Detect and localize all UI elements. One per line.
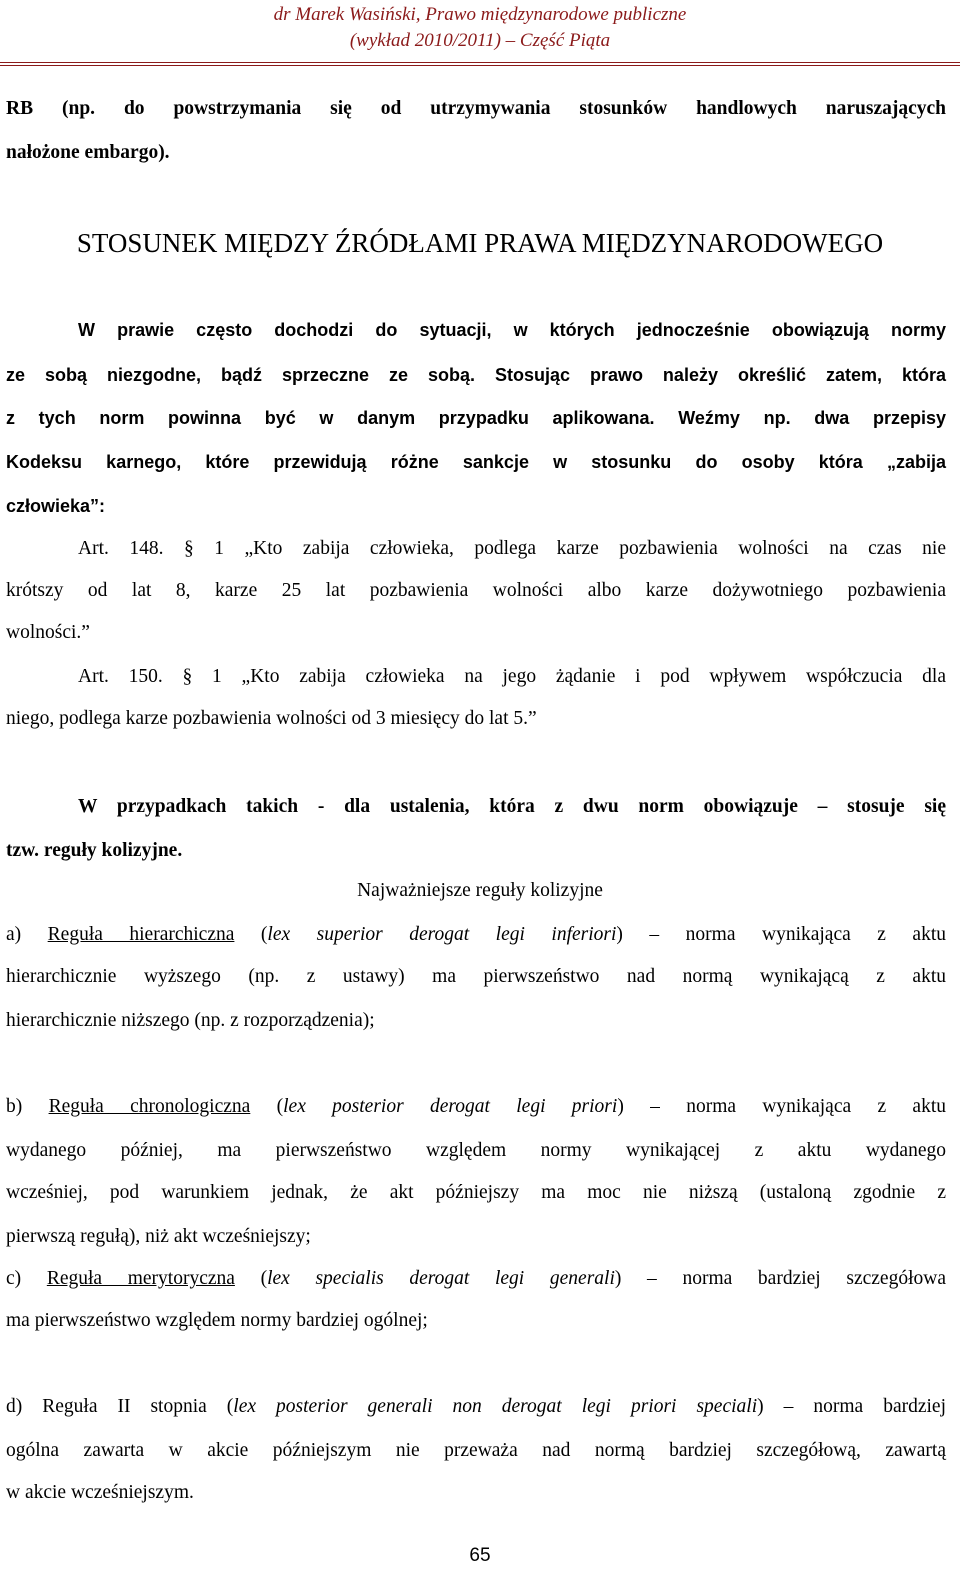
rule-b-close: ) – norma wynikająca z aktu [617, 1096, 946, 1117]
para2-line-2: tzw. reguły kolizyjne. [6, 840, 183, 861]
rule-a-prefix: a) [6, 924, 48, 945]
rule-b-open: ( [250, 1096, 284, 1117]
intro-line-1: RB (np. do powstrzymania się od utrzymywania stosunków handlowych naruszających [6, 98, 946, 119]
rule-c-open: ( [234, 1268, 268, 1289]
rule-a-latin: lex superior derogat legi inferiori [267, 924, 617, 945]
art148-line-1: Art. 148. § 1 „Kto zabija człowieka, podlega karze pozbawienia wolności na czas nie [78, 538, 946, 559]
rule-a-name: Reguła hierarchiczna [47, 924, 235, 945]
rule-b-latin: lex posterior derogat legi priori [283, 1096, 618, 1117]
rule-c-latin: lex specialis derogat legi generali [267, 1268, 615, 1289]
rule-b-prefix: b) [6, 1096, 49, 1117]
rule-d-prefix: d) Reguła II stopnia ( [6, 1396, 234, 1417]
rule-a-line-2: hierarchicznie wyższego (np. z ustawy) ma pierwszeństwo nad normą wynikającą z aktu [6, 966, 946, 987]
para1-line-1: W prawie często dochodzi do sytuacji, w których jednocześnie obowiązują normy [78, 320, 946, 340]
rule-b-line-4: pierwszą regułą), niż akt wcześniejszy; [6, 1226, 311, 1247]
rule-c-line-1 [6, 1268, 946, 1290]
para2-line-1: W przypadkach takich - dla ustalenia, która z dwu norm obowiązuje – stosuje się [78, 796, 946, 817]
rule-d-line-3: w akcie wcześniejszym. [6, 1482, 194, 1503]
rule-d-close: ) – norma bardziej [757, 1396, 946, 1417]
para1-line-4: Kodeksu karnego, które przewidują różne sankcje w stosunku do osoby która „zabija [6, 452, 946, 472]
rule-b-line-2: wydanego później, ma pierwszeństwo względem normy wynikającej z aktu wydanego [6, 1140, 946, 1161]
rule-c-close: ) – norma bardziej szczegółowa [614, 1268, 946, 1289]
rule-d-line-1 [6, 1396, 946, 1418]
rule-a-line-3: hierarchicznie niższego (np. z rozporządzenia); [6, 1010, 375, 1031]
rule-a-open: ( [234, 924, 268, 945]
art150-line-2: niego, podlega karze pozbawienia wolności od 3 miesięcy do lat 5.” [6, 708, 537, 729]
rules-heading: Najważniejsze reguły kolizyjne [357, 880, 603, 901]
para1-line-5: człowieka”: [6, 496, 106, 516]
rule-c-name: Reguła merytoryczna [46, 1268, 235, 1289]
running-header [0, 0, 960, 66]
rule-c-prefix: c) [6, 1268, 47, 1289]
header-line-1: dr Marek Wasiński, Prawo międzynarodowe publiczne [273, 4, 687, 25]
art150-line-1: Art. 150. § 1 „Kto zabija człowieka na jego żądanie i pod wpływem współczucia dla [78, 666, 946, 687]
para1-line-2: ze sobą niezgodne, bądź sprzeczne ze sobą. Stosując prawo należy określić zatem, która [6, 365, 946, 385]
intro-line-2: nałożone embargo). [6, 142, 170, 163]
page-number: 65 [469, 1545, 491, 1566]
rule-a-line-1 [6, 924, 946, 946]
rule-a-close: ) – norma wynikająca z aktu [616, 924, 947, 945]
rule-b-name: Reguła chronologiczna [48, 1096, 251, 1117]
art148-line-3: wolności.” [6, 622, 90, 643]
rule-c-line-2: ma pierwszeństwo względem normy bardziej ogólnej; [6, 1310, 428, 1331]
para1-line-3: z tych norm powinna być w danym przypadku aplikowana. Weźmy np. dwa przepisy [6, 408, 946, 428]
header-line-2: (wykład 2010/2011) – Część Piąta [349, 30, 611, 51]
art148-line-2: krótszy od lat 8, karze 25 lat pozbawienia wolności albo karze dożywotniego pozbawienia [6, 580, 946, 601]
section-title: STOSUNEK MIĘDZY ŹRÓDŁAMI PRAWA MIĘDZYNARODOWEGO [76, 228, 884, 258]
rule-b-line-3: wcześniej, pod warunkiem jednak, że akt późniejszy ma moc nie niższą (ustaloną zgodnie z [6, 1182, 946, 1203]
rule-d-line-2: ogólna zawarta w akcie późniejszym nie przeważa nad normą bardziej szczegółową, zawartą [6, 1440, 946, 1461]
rule-d-latin: lex posterior generali non derogat legi priori speciali [233, 1396, 758, 1417]
rule-b-line-1 [6, 1096, 946, 1118]
